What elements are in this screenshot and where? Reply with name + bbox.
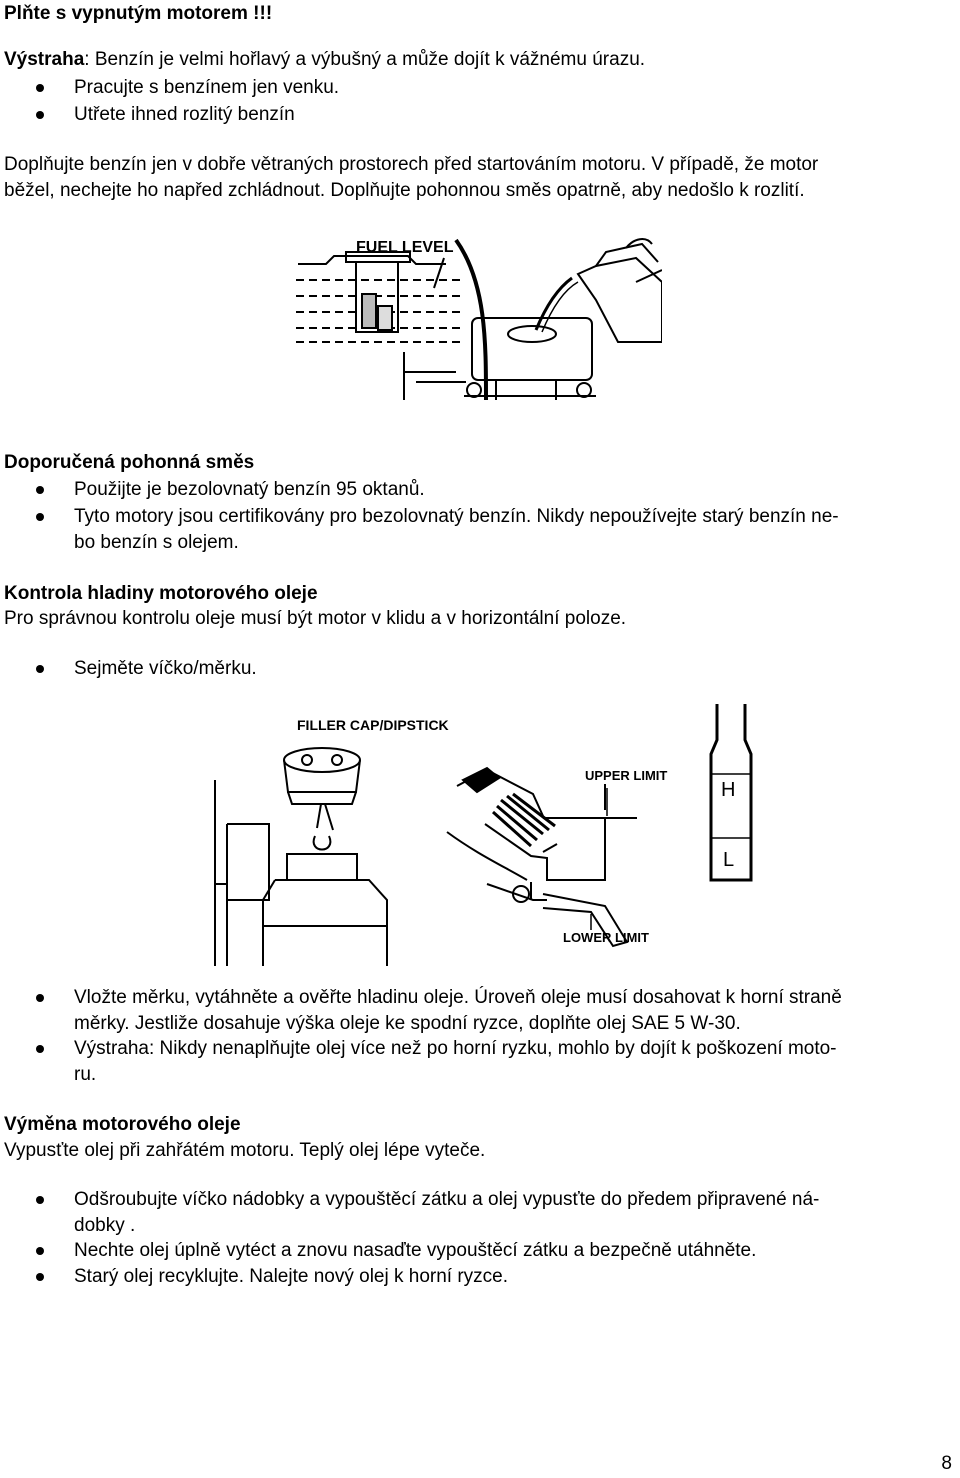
page-number: 8 [941, 1453, 952, 1474]
warning-line [4, 47, 645, 73]
dipstick-illustration [187, 704, 775, 980]
bullet-icon [36, 1247, 44, 1255]
refuel-paragraph-line: běžel, nechejte ho napřed zchládnout. Doplňujte pohonnou směs opatrně, aby nedošlo k rozlití. [4, 180, 805, 201]
list-item: Výstraha: Nikdy nenaplňujte olej více než po horní ryzku, mohlo by dojít k poškození moto- [74, 1038, 837, 1059]
refuel-paragraph-line: Doplňujte benzín jen v dobře větraných prostorech před startováním motoru. V případě, že motor [4, 154, 819, 175]
upper-limit-label: UPPER LIMIT [585, 768, 668, 783]
list-item: Použijte je bezolovnatý benzín 95 oktanů. [74, 479, 425, 500]
list-item: Sejměte víčko/měrku. [74, 658, 257, 679]
fuel-level-label: FUEL LEVEL [356, 239, 454, 256]
bullet-icon [36, 994, 44, 1002]
stop-engine-heading: Plňte s vypnutým motorem !!! [4, 3, 273, 24]
section-text: Vypusťte olej při zahřátém motoru. Teplý olej lépe vyteče. [4, 1140, 486, 1161]
list-item: Odšroubujte víčko nádobky a vypouštěcí zátku a olej vypusťte do předem připravené ná- [74, 1189, 820, 1210]
bullet-icon [36, 486, 44, 494]
warning-label: Výstraha [4, 49, 85, 70]
bullet-icon [36, 1196, 44, 1204]
list-item-continuation: ru. [74, 1064, 97, 1085]
section-title: Výměna motorového oleje [4, 1114, 241, 1135]
bullet-icon [36, 1273, 44, 1281]
list-item-continuation: bo benzín s olejem. [74, 532, 239, 553]
fuel-level-illustration [296, 222, 662, 402]
section-title: Doporučená pohonná směs [4, 452, 255, 473]
list-item: Pracujte s benzínem jen venku. [74, 77, 340, 98]
high-mark-label: H [721, 779, 736, 801]
bullet-icon [36, 111, 44, 119]
low-mark-label: L [723, 849, 735, 871]
list-item: Nechte olej úplně vytéct a znovu nasaďte vypouštěcí zátku a bezpečně utáhněte. [74, 1240, 757, 1261]
list-item: Utřete ihned rozlitý benzín [74, 104, 295, 125]
warning-text: : Benzín je velmi hořlavý a výbušný a může dojít k vážnému úrazu. [84, 49, 646, 70]
filler-cap-label: FILLER CAP/DIPSTICK [297, 717, 449, 733]
section-text: Pro správnou kontrolu oleje musí být motor v klidu a v horizontální poloze. [4, 608, 627, 629]
list-item: Vložte měrku, vytáhněte a ověřte hladinu oleje. Úroveň oleje musí dosahovat k horní straně [74, 987, 842, 1008]
bullet-icon [36, 665, 44, 673]
list-item: Starý olej recyklujte. Nalejte nový olej k horní ryzce. [74, 1266, 509, 1287]
bullet-icon [36, 513, 44, 521]
list-item-continuation: měrky. Jestliže dosahuje výška oleje ke spodní ryzce, doplňte olej SAE 5 W-30. [74, 1013, 741, 1034]
list-item: Tyto motory jsou certifikovány pro bezolovnatý benzín. Nikdy nepoužívejte starý benzín ne- [74, 506, 839, 527]
lower-limit-label: LOWER LIMIT [563, 930, 649, 945]
bullet-icon [36, 84, 44, 92]
section-title: Kontrola hladiny motorového oleje [4, 583, 318, 604]
list-item-continuation: dobky . [74, 1215, 136, 1236]
bullet-icon [36, 1045, 44, 1053]
